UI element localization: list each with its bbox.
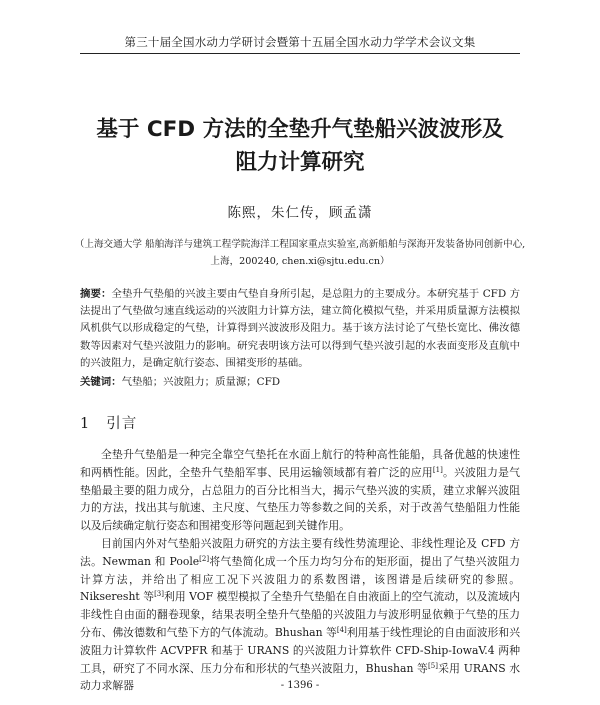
abstract-text: 全垫升气垫船的兴波主要由气垫自身所引起，是总阻力的主要成分。本研究基于 CFD 方法提出了气垫做匀速直线运动的兴波阻力计算方法，建立简化模拟气垫，并采用质量源方法模拟风机供气以形成稳定的气垫，计算得到兴波波形及阻力。基于该方法讨论了气垫长宽比、佛汝德数等因素对气垫兴波阻力的影响。研究表明该方法可以得到气垫兴波引起的水表面变形及直航中的兴波阻力，是确定航行姿态、围裙变形的基础。 bbox=[80, 288, 521, 369]
text-run: 采用 URANS 水动力求解器 bbox=[80, 661, 521, 693]
citation: [5] bbox=[428, 661, 438, 670]
text-run: 利用 VOF 模型模拟了全垫升气垫船在自由液面上的空气流动，以及流域内非线性自由面的翻卷现象，结果表明全垫升气垫船的兴波阻力与波形明显依赖于气垫的压力分布、佛汝德数和气垫下方的气体流动。Bhushan 等 bbox=[80, 590, 520, 639]
keywords-text: 气垫船；兴波阻力；质量源；CFD bbox=[121, 376, 281, 388]
section-heading bbox=[80, 412, 137, 433]
page-number: - 1396 - bbox=[280, 680, 320, 691]
paper-title-line-2: 阻力计算研究 bbox=[235, 150, 365, 175]
keywords bbox=[80, 373, 520, 388]
text-run: 利用基于线性理论的自由面波形和兴波阻力计算软件 ACVPFR 和基于 URANS 的兴波阻力计算软件 CFD-Ship-IowaV.4 两种工具，研究了不同水深、压力分布和形状的气垫兴波阻力，Bhushan 等 bbox=[80, 625, 520, 675]
abstract bbox=[80, 286, 520, 372]
text-run: 。兴波阻力是气垫船最主要的阻力成分，占总阻力的百分比相当大，揭示气垫兴波的实质，建立求解兴波阻力的方法，找出其与航速、主尺度、气垫压力等参数之间的关系，对于改善气垫船阻力性能以及后续确定航行姿态和围裙变形等问题起到关键作用。 bbox=[80, 465, 521, 533]
section-number: 1 bbox=[80, 416, 91, 432]
paper-title-line-1: 基于 CFD 方法的全垫升气垫船兴波波形及 bbox=[96, 117, 504, 142]
affiliation-line-2: 上海，200240, chen.xi@sjtu.edu.cn） bbox=[210, 256, 390, 267]
text-run: 全垫升气垫船是一种完全靠空气垫托在水面上航行的特种高性能船，具备优越的快速性和两栖性能。因此，全垫升气垫船军事、民用运输领域都有着广泛的应用 bbox=[80, 448, 520, 479]
citation: [4] bbox=[336, 625, 347, 634]
text-run: 将气垫简化成一个压力均匀分布的矩形面，提出了气垫兴波阻力计算方法，并给出了相应工况下兴波阻力的系数图谱，该图谱是后续研究的参照。Nikseresht 等 bbox=[80, 554, 520, 604]
abstract-label: 摘要： bbox=[80, 288, 112, 300]
text-run: 目前国内外对气垫船兴波阻力研究的方法主要有线性势流理论、非线性理论及 CFD 方法。Newman 和 Poole bbox=[80, 536, 520, 568]
running-header: 第三十届全国水动力学研讨会暨第十五届全国水动力学学术会议文集 bbox=[80, 34, 520, 54]
affiliation bbox=[62, 236, 538, 270]
section-title: 引言 bbox=[106, 416, 138, 432]
paragraph bbox=[80, 446, 520, 535]
body-text bbox=[80, 446, 520, 695]
citation: [1] bbox=[432, 465, 443, 474]
paragraph bbox=[80, 535, 520, 695]
keywords-label: 关键词： bbox=[80, 376, 122, 388]
paper-title bbox=[60, 113, 540, 179]
citation: [3] bbox=[154, 590, 164, 599]
author-list: 陈熙，朱仁传，顾孟潇 bbox=[227, 205, 373, 221]
affiliation-line-1: （上海交通大学 船舶海洋与建筑工程学院海洋工程国家重点实验室,高新船舶与深海开发装备协同创新中心, bbox=[74, 239, 526, 250]
citation: [2] bbox=[199, 554, 210, 563]
